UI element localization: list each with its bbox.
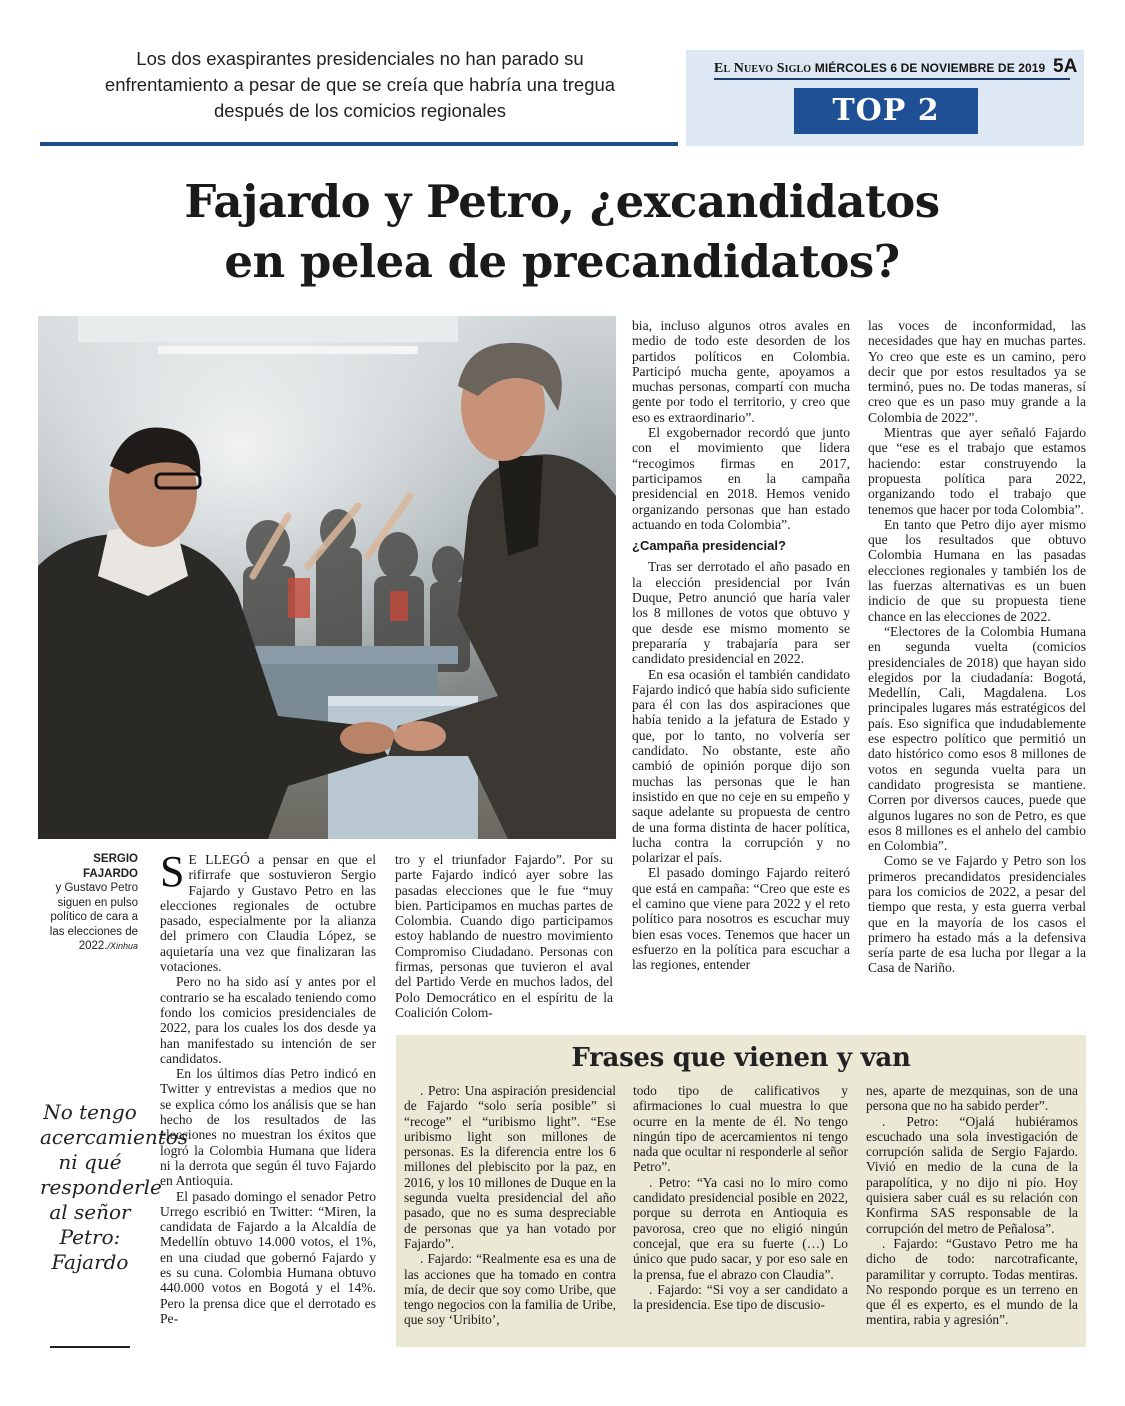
masthead-date: MIÉRCOLES 6 DE NOVIEMBRE DE 2019 [814,61,1046,75]
article-paragraph-continued: tro y el triunfador Fajardo”. Por su parte Fajardo indicó ayer sobre las pasadas elecciones que le fue “muy bien. Participamos en muchas partes de Colombia. Cuando digo participamos estoy hablando de nuestro movimiento Compromiso Ciudadano. Personas con firmas, personas que tuvieron el aval del Partido Verde en muchos lados, del Polo Democrático en el espíritu de la Coalición Colom- [395,852,613,1020]
article-paragraph: En tanto que Petro dijo ayer mismo que los resultados que obtuvo Colombia Humana en las pasadas elecciones regionales y también los de las fuerzas alternativas es un buen indicio de que su propuesta tiene chance en las elecciones de 2022. [868,516,1086,624]
article-paragraph: “Electores de la Colombia Humana en segunda vuelta (comicios presidenciales de 2018) que hayan sido elegidos por la ciudadanía: Bogotá, Medellín, Cali, Magdalena. Los principales lugares más estratégicos del país. Eso significa que indudablemente ese espectro político que permitió un dato histórico como esos 8 millones de votos en segunda vuelta para un candidato progresista se mantiene. Corren por diversos cauces, puede que algunos lugares no son de Petro, es que esos 8 millones es el anhelo del cambio en Colombia”. [868,623,1086,854]
article-column-3 [632,318,850,972]
headline-line-2: en pelea de precandidatos? [224,235,900,288]
kicker-rule [40,142,678,146]
sidebar-column-3 [866,1083,1078,1328]
sidebar-quote: . Petro: “Ya casi no lo miro como candidato presidencial posible en 2022, porque su derrota en Antioquia es pavorosa, creo que no eligió ningún concejal, que era su fuerte (…) Lo único que pudo sacar, y por eso sale en la prensa, fue el abrazo con Claudia”. [633,1174,848,1282]
article-column-1 [160,847,376,1326]
masthead-rule [714,78,1070,80]
sidebar-quote-continued: todo tipo de calificativos y afirmaciones lo cual muestra lo que ocurre en la mente de él. No tengo ningún tipo de acercamientos ni tengo nada que ocultar ni responderle al señor Petro”. [633,1083,848,1175]
article-column-4 [868,318,1086,976]
masthead [714,56,1076,78]
section-badge: TOP 2 [794,88,978,134]
article-paragraph: Como se ve Fajardo y Petro son los primeros precandidatos presidenciales para los comicios de 2022, a pesar del tiempo que resta, y esta guerra verbal que en la mayoría de los casos el primero ha estado más a la defensiva sería parte de esa lucha por llegar a la Casa de Nariño. [868,853,1086,976]
headline [40,172,1084,292]
article-paragraph: Tras ser derrotado el año pasado en la elección presidencial por Iván Duque, Petro anunció que haría valer los 8 millones de votos que obtuvo y que desde ese mismo momento se prepararía y trabajaría para ser candidato presidencial en 2022. [632,559,850,667]
caption-title: SERGIO FAJARDO [83,853,138,880]
sidebar-quote: . Petro: “Ojalá hubiéramos escuchado una sola investigación de corrupción salida de Sergio Fajardo. Vivió en medio de la cuna de la parapolítica, y no dijo ni pío. Hoy quisiera saber cuál es su relación con Konfirma SAS responsable de la corrupción del metro de Peñalosa”. [866,1113,1078,1236]
sidebar-column-2 [633,1083,848,1312]
article-paragraph: Pero no ha sido así y antes por el contrario se ha escalado teniendo como fondo los comicios presidenciales de 2022, para los cuales los dos desde ya han manifestado su intención de ser candidatos. [160,974,376,1066]
sidebar-quote: . Fajardo: “Gustavo Petro me ha dicho de todo: narcotraficante, paramilitar y corrupto. Todas mentiras. No respondo porque es un terreno en que él es experto, es el mundo de la mentira, rabia y agresión”. [866,1235,1078,1328]
article-column-2 [395,852,613,1020]
article-paragraph-split: El pasado domingo Fajardo reiteró que está en campaña: “Creo que este es el camino que viene para 2022 y el reto político para nosotros es escuchar muy bien esas voces. Tenemos que hacer un esfuerzo en la política para escuchar a las regiones, entender [632,865,850,973]
article-paragraph: Mientras que ayer señaló Fajardo que “ese es el trabajo que estamos haciendo: estar construyendo la propuesta política para 2022, organizando todo el trabajo que tenemos que hacer por toda Colombia”. [868,425,1086,517]
article-paragraph: En los últimos días Petro indicó en Twitter y entrevistas a medios que no se explica cómo los análisis que se han hecho de los resultados de las elecciones no muestran los éxitos que logró la Colombia Humana que lidera ni la derrota que según él tuvo Fajardo en Antioquia. [160,1066,376,1189]
article-paragraph: E LLEGÓ a pensar en que el rifirrafe que sostuvieron Sergio Fajardo y Gustavo Petro en las elecciones regionales de octubre pasado, especialmente por la alianza del primero con Claudia López, se aquietaría una vez que finalizaran las votaciones. [160,852,376,975]
article-paragraph-continued: bia, incluso algunos otros avales en medio de todo este desorden de los partidos políticos en Colombia. Participó mucha gente, apoyamos a muchas personas, compartí con mucha gente por todo el territorio, y creo que eso es extraordinario”. [632,318,850,425]
sidebar-title: Frases que vienen y van [571,1043,911,1073]
article-paragraph-continued: las voces de inconformidad, las necesidades que hay en muchas partes. Yo creo que este es un camino, pero decir que por estos resultados ya se terminó, pues no. De todas maneras, sí creo que es un paso muy grande a la Colombia de 2022”. [868,318,1086,425]
masthead-paper: El Nuevo Siglo [714,61,812,76]
caption-text: y Gustavo Petro siguen en pulso político de cara a las elecciones de 2022. [49,882,138,952]
sidebar-quote-continued: nes, aparte de mezquinas, son de una persona que no ha sabido perder”. [866,1083,1078,1114]
handshake-photo [38,316,616,839]
pull-quote: No tengo acercamientos ni qué responderle al señor Petro: Fajardo [40,1100,189,1274]
page-number: 5A [1052,56,1078,77]
photo-caption [40,852,138,954]
kicker: Los dos exaspirantes presidenciales no han parado su enfrentamiento a pesar de que se creía que habría una tregua después de los comicios regionales [104,48,616,121]
drop-cap: S [160,847,185,896]
headline-line-1: Fajardo y Petro, ¿excandidatos [184,175,940,228]
subhead: ¿Campaña presidencial? [632,538,786,554]
sidebar-quote-split: . Fajardo: “Realmente esa es una de las acciones que ha tomado en contra mía, de decir que soy como Uribe, que tengo negocios con la familia de Uribe, que soy ‘Uribito’, [404,1251,616,1328]
article-paragraph: El exgobernador recordó que junto con el movimiento que lidera “recogimos firmas en 2017, participamos en la campaña presidencial en 2018. Hemos venido organizando personas que han estado actuando en toda Colombia”. [632,425,850,532]
sidebar-column-1 [404,1083,616,1328]
pull-quote-rule [50,1346,130,1348]
sidebar-quote: . Petro: Una aspiración presidencial de Fajardo “solo sería posible” si “recoge” el “uribismo light”. “Ese uribismo light son millones de personas. Es la diferencia entre los 6 millones del plebiscito por la paz, en 2016, y los 10 millones de Duque en la segunda vuelta presidencial del año pasado, que no es suma despreciable de personas que ya han votado por Fajardo”. [404,1083,616,1251]
article-paragraph: En esa ocasión el también candidato Fajardo indicó que había sido suficiente para él con las dos aspiraciones que había tenido a la jefatura de Estado y que, por lo tanto, no volvería ser candidato. No obstante, este año cambió de opinión porque dijo son muchas las personas que le han insistido en que no ceje en su empeño y saque adelante su propuesta de centro de una forma distinta de hacer política, lucha contra la corrupción y no polarizar el país. [632,666,850,866]
caption-credit: /Xinhua [107,941,138,951]
article-paragraph-split: El pasado domingo el senador Petro Urrego escribió en Twitter: “Miren, la candidata de Fajardo a la Alcaldía de Medellín obtuvo 14.000 votos, el 1%, en una ciudad que gobernó Fajardo y es su cuna. Colombia Humana obtuvo 440.000 votos en Bogotá y el 14%. Pero la prensa dice que el derrotado es Pe- [160,1188,376,1326]
sidebar-quote-split: . Fajardo: “Si voy a ser candidato a la presidencia. Ese tipo de discusio- [633,1281,848,1313]
